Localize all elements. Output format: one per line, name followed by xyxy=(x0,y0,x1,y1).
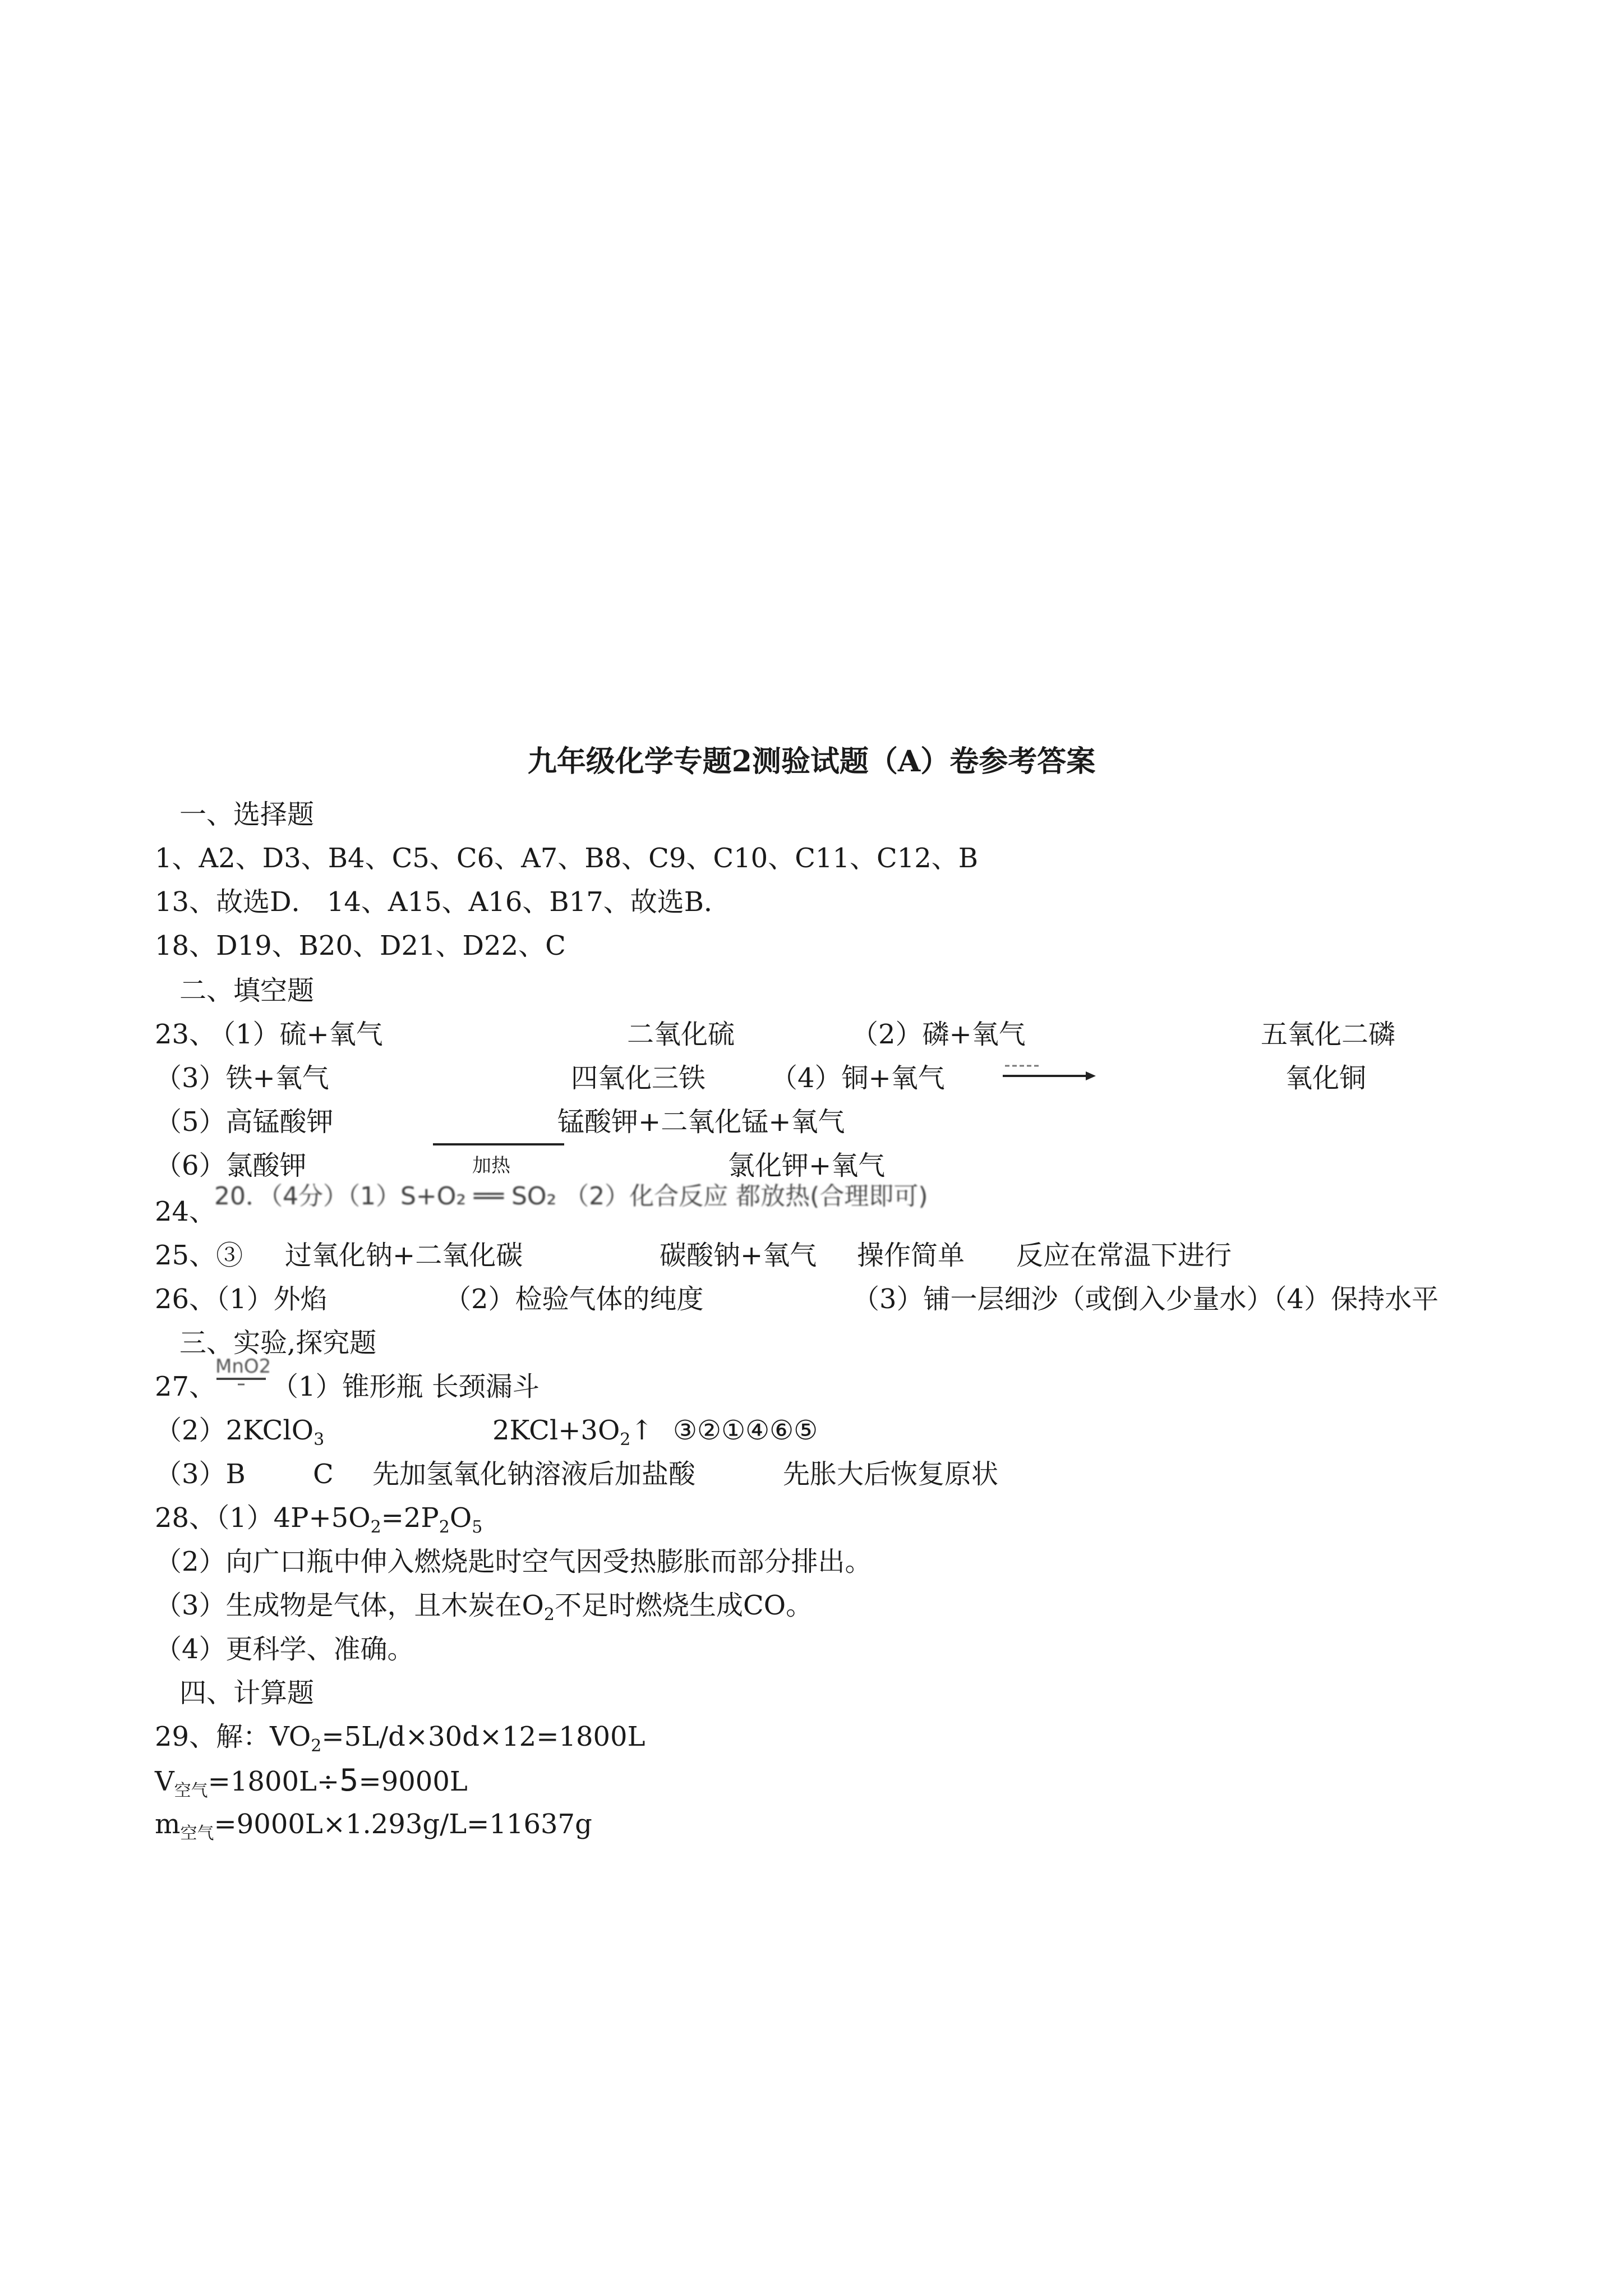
q23-part4-products: 氧化铜 xyxy=(1285,1062,1367,1094)
q23-number: 23、 xyxy=(155,1019,216,1050)
q23-part5-condition: 加热 xyxy=(472,1154,510,1177)
q23-part4-reactants: （4）铜+氧气 xyxy=(771,1062,945,1094)
q23-part1-products: 二氧化硫 xyxy=(627,1019,735,1050)
q28-line-4: （4）更科学、准确。 xyxy=(155,1634,414,1665)
q27-part2-products: $2KCl+3O_2↑$ xyxy=(492,1415,653,1450)
q23-part2-products: 五氧化二磷 xyxy=(1261,1019,1396,1050)
q24-number: 24、 xyxy=(155,1196,216,1227)
q23-part6-reactants: （6）氯酸钾 xyxy=(155,1150,307,1181)
q23-part2-reactants: （2）磷+氧气 xyxy=(851,1019,1026,1050)
q26-part3-4: （3）铺一层细沙（或倒入少量水）（4）保持水平 xyxy=(852,1283,1439,1315)
reaction-arrow-icon xyxy=(215,1375,271,1392)
q25-advantage-1: 操作简单 xyxy=(857,1240,965,1271)
q23-part5-products: 锰酸钾+二氧化锰+氧气 xyxy=(557,1106,845,1138)
q29-line-2: $V_{空气}=1800L\div 5=9000L$ xyxy=(155,1763,468,1801)
section-heading-fill: 二、填空题 xyxy=(179,975,315,1006)
q23-part6-products: 氯化钾+氧气 xyxy=(728,1150,886,1181)
q28-line-2: （2）向广口瓶中伸入燃烧匙时空气因受热膨胀而部分排出。 xyxy=(155,1546,872,1577)
q27-part3-a: （3）B xyxy=(155,1458,246,1490)
reaction-arrow-icon xyxy=(1002,1059,1097,1087)
answer-line-3: 18、D19、B20、D21、D22、C xyxy=(155,930,566,961)
page-title: 九年级化学专题2测验试题（A）卷参考答案 xyxy=(527,744,1096,779)
section-heading-experiment: 三、实验,探究题 xyxy=(179,1327,377,1359)
q27-part2-order: ③②①④⑥⑤ xyxy=(673,1415,818,1446)
q23-part3-products: 四氧化三铁 xyxy=(571,1062,706,1094)
q28-line-1: 28、$(1)4P+5O_2=2P_2O_5$ xyxy=(155,1502,483,1537)
q28-line-3: （3）生成物是气体，且木炭在$O_2$不足时燃烧生成CO。 xyxy=(155,1590,813,1625)
section-heading-choice: 一、选择题 xyxy=(179,799,315,830)
answer-line-1: 1、A2、D3、B4、C5、C6、A7、B8、C9、C10、C11、C12、B xyxy=(155,843,979,874)
section-heading-calculation: 四、计算题 xyxy=(179,1677,315,1709)
q27-number: 27、 xyxy=(155,1371,216,1402)
q25-products: 碳酸钠+氧气 xyxy=(660,1240,817,1271)
q27-part2-reactant: （2）2KClO$_3$ xyxy=(155,1415,325,1450)
q26-part2: （2）检验气体的纯度 xyxy=(444,1283,704,1315)
q25-reactants: 过氧化钠+二氧化碳 xyxy=(285,1240,523,1271)
q25-number: 25、③ xyxy=(155,1240,243,1271)
q29-line-3: $m_{空气}=9000L\times 1.293g/L=11637g$ xyxy=(155,1809,592,1843)
q27-part1: （1）锥形瓶 长颈漏斗 xyxy=(271,1371,540,1402)
q24-pasted-image: 20．（4分）（1）S+O₂ ══ SO₂ （2）化合反应 都放热(合理即可) xyxy=(214,1182,928,1211)
q29-line-1: 29、解：$VO_2=5L/d\times 30d\times 12=1800L$ xyxy=(155,1721,645,1756)
q27-part3-c: 先加氢氧化钠溶液后加盐酸 xyxy=(372,1458,696,1490)
q27-part3-b: C xyxy=(313,1458,334,1490)
q25-advantage-2: 反应在常温下进行 xyxy=(1016,1240,1232,1271)
answer-line-2: 13、故选D． 14、A15、A16、B17、故选B． xyxy=(155,886,731,918)
q23-part5-reactants: （5）高锰酸钾 xyxy=(155,1106,334,1138)
q27-catalyst-label: MnO2 xyxy=(215,1355,271,1378)
q23-part3-reactants: （3）铁+氧气 xyxy=(155,1062,329,1094)
q26-number: 26、（1）外焰 xyxy=(155,1283,328,1315)
q27-part3-d: 先胀大后恢复原状 xyxy=(783,1458,999,1490)
q23-part1-reactants: （1）硫+氧气 xyxy=(209,1019,383,1050)
